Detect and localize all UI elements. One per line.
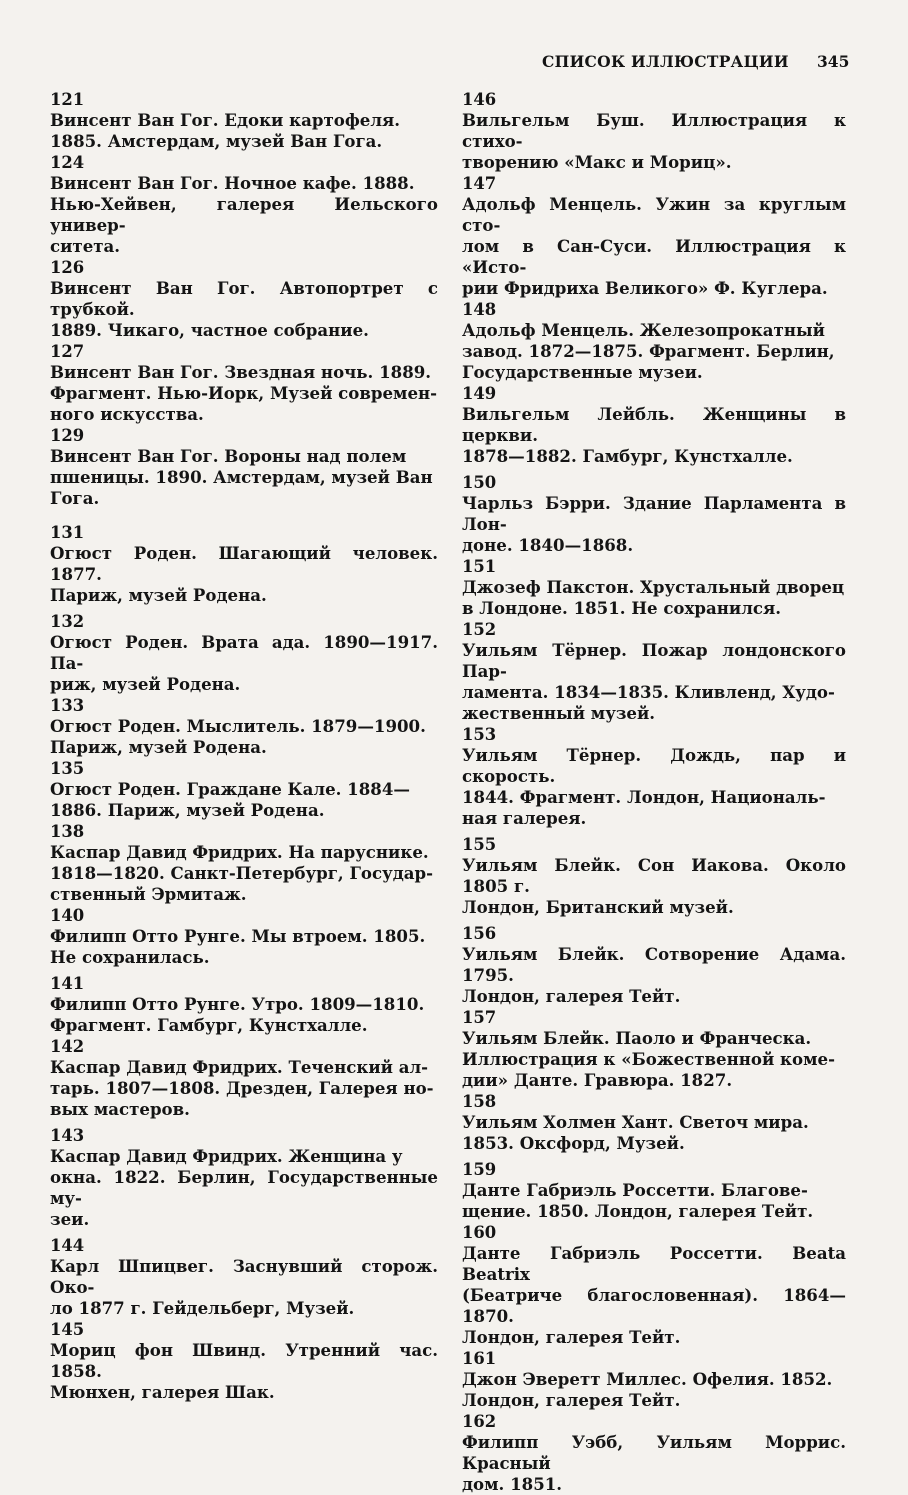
caption-line: Лондон, галерея Тейт. (462, 1390, 681, 1410)
caption-line: Филипп Отто Рунге. Утро. 1809—1810. (50, 994, 425, 1014)
caption-line: Огюст Роден. Мыслитель. 1879—1900. (50, 716, 426, 736)
illustration-number: 161 (462, 1349, 497, 1368)
illustration-number: 141 (50, 974, 85, 993)
caption-line: ного искусства. (50, 404, 204, 424)
illustration-entry (462, 556, 846, 619)
illustration-number: 146 (462, 90, 497, 109)
caption-line: дии» Данте. Гравюра. 1827. (462, 1070, 733, 1090)
caption-line: Не сохранилась. (50, 947, 210, 967)
caption-line: пшеницы. 1890. Амстердам, музей Ван (50, 467, 433, 487)
illustration-number: 162 (462, 1412, 497, 1431)
caption-line: Уильям Блейк. Сотворение Адама. 1795. (462, 944, 846, 985)
caption-line: Огюст Роден. Врата ада. 1890—1917. Па- (50, 632, 438, 673)
caption-line: риж, музей Родена. (50, 674, 241, 694)
illustration-number: 126 (50, 258, 85, 277)
caption-line: рии Фридриха Великого» Ф. Куглера. (462, 278, 828, 298)
caption-line: Париж, музей Родена. (50, 585, 267, 605)
illustration-entry (50, 1125, 438, 1230)
illustration-number: 129 (50, 426, 85, 445)
caption-line: дом. 1851. (462, 1474, 563, 1494)
illustration-number: 148 (462, 300, 497, 319)
caption-line: Чарльз Бэрри. Здание Парламента в Лон- (462, 493, 846, 534)
caption-line: Адольф Менцель. Железопрокатный (462, 320, 825, 340)
caption-line: завод. 1872—1875. Фрагмент. Берлин, (462, 341, 835, 361)
illustration-entry (462, 299, 846, 383)
illustration-entry (50, 152, 438, 257)
illustration-entry (50, 341, 438, 425)
page-number: 345 (817, 52, 850, 71)
caption-line: 1853. Оксфорд, Музей. (462, 1133, 685, 1153)
illustration-entry (50, 1235, 438, 1319)
left-column (50, 89, 438, 1403)
illustration-number: 135 (50, 759, 85, 778)
illustration-number: 131 (50, 523, 85, 542)
caption-line: Уильям Блейк. Паоло и Франческа. (462, 1028, 812, 1048)
caption-line: Уильям Холмен Хант. Светоч мира. (462, 1112, 809, 1132)
illustration-entry (50, 611, 438, 695)
illustration-number: 149 (462, 384, 497, 403)
caption-line: Данте Габриэль Россетти. Благове- (462, 1180, 808, 1200)
illustration-entry (462, 1222, 846, 1348)
illustration-entry (462, 383, 846, 467)
illustration-number: 142 (50, 1037, 85, 1056)
caption-line: зеи. (50, 1209, 90, 1229)
illustration-entry (462, 724, 846, 829)
caption-line: Винсент Ван Гог. Звездная ночь. 1889. (50, 362, 432, 382)
caption-line: ная галерея. (462, 808, 587, 828)
illustration-number: 140 (50, 906, 85, 925)
caption-line: Джозеф Пакстон. Хрустальный дворец (462, 577, 845, 597)
caption-line: Париж, музей Родена. (50, 737, 267, 757)
caption-line: Каспар Давид Фридрих. Женщина у (50, 1146, 403, 1166)
illustration-entry (50, 425, 438, 509)
caption-line: Гога. (50, 488, 100, 508)
caption-line: Вильгельм Лейбль. Женщины в церкви. (462, 404, 846, 445)
caption-line: доне. 1840—1868. (462, 535, 634, 555)
illustration-number: 158 (462, 1092, 497, 1111)
illustration-number: 150 (462, 473, 497, 492)
illustration-entry (50, 821, 438, 905)
right-column (462, 89, 846, 1495)
running-head: СПИСОК ИЛЛЮСТРАЦИИ (542, 52, 789, 71)
caption-line: Винсент Ван Гог. Едоки картофеля. (50, 110, 401, 130)
illustration-number: 155 (462, 835, 497, 854)
illustration-entry (50, 695, 438, 758)
caption-line: Каспар Давид Фридрих. На паруснике. (50, 842, 429, 862)
caption-line: Уильям Тёрнер. Пожар лондонского Пар- (462, 640, 846, 681)
illustration-entry (50, 905, 438, 968)
caption-line: 1886. Париж, музей Родена. (50, 800, 325, 820)
illustration-entry (50, 257, 438, 341)
illustration-entry (50, 1036, 438, 1120)
caption-line: Государственные музеи. (462, 362, 703, 382)
caption-line: Огюст Роден. Шагающий человек. 1877. (50, 543, 438, 584)
caption-line: Мориц фон Швинд. Утренний час. 1858. (50, 1340, 438, 1381)
illustration-entry (462, 1159, 846, 1222)
caption-line: Фрагмент. Нью-Иорк, Музей современ- (50, 383, 438, 403)
illustration-entry (462, 1411, 846, 1495)
illustration-entry (462, 472, 846, 556)
caption-line: ламента. 1834—1835. Кливленд, Худо- (462, 682, 835, 702)
illustration-number: 133 (50, 696, 85, 715)
caption-line: (Беатриче благословенная). 1864—1870. (462, 1285, 846, 1326)
caption-line: Винсент Ван Гог. Автопортрет с трубкой. (50, 278, 438, 319)
illustration-number: 153 (462, 725, 497, 744)
caption-line: тарь. 1807—1808. Дрезден, Галерея но- (50, 1078, 434, 1098)
illustration-number: 144 (50, 1236, 85, 1255)
caption-line: Уильям Тёрнер. Дождь, пар и скорость. (462, 745, 846, 786)
caption-line: Винсент Ван Гог. Ночное кафе. 1888. (50, 173, 415, 193)
caption-line: Нью-Хейвен, галерея Иельского универ- (50, 194, 438, 235)
caption-line: 1844. Фрагмент. Лондон, Националь- (462, 787, 826, 807)
caption-line: Джон Эверетт Миллес. Офелия. 1852. (462, 1369, 833, 1389)
caption-line: щение. 1850. Лондон, галерея Тейт. (462, 1201, 814, 1221)
illustration-number: 124 (50, 153, 85, 172)
caption-line: Вильгельм Буш. Иллюстрация к стихо- (462, 110, 846, 151)
caption-line: Винсент Ван Гог. Вороны над полем (50, 446, 407, 466)
caption-line: 1818—1820. Санкт-Петербург, Государ- (50, 863, 434, 883)
illustration-entry (462, 173, 846, 299)
caption-line: ственный Эрмитаж. (50, 884, 247, 904)
caption-line: Адольф Менцель. Ужин за круглым сто- (462, 194, 846, 235)
illustration-entry (462, 619, 846, 724)
illustration-entry (50, 89, 438, 152)
illustration-number: 159 (462, 1160, 497, 1179)
caption-line: 1885. Амстердам, музей Ван Гога. (50, 131, 383, 151)
caption-line: Лондон, галерея Тейт. (462, 1327, 681, 1347)
caption-line: Карл Шпицвег. Заснувший сторож. Око- (50, 1256, 438, 1297)
illustration-entry (462, 1091, 846, 1154)
illustration-number: 143 (50, 1126, 85, 1145)
caption-line: Каспар Давид Фридрих. Теченский ал- (50, 1057, 429, 1077)
illustration-entry (462, 834, 846, 918)
caption-line: Филипп Отто Рунге. Мы втроем. 1805. (50, 926, 426, 946)
caption-line: окна. 1822. Берлин, Государственные му- (50, 1167, 438, 1208)
caption-line: ситета. (50, 236, 121, 256)
caption-line: Мюнхен, галерея Шак. (50, 1382, 275, 1402)
illustration-number: 121 (50, 90, 85, 109)
caption-line: Иллюстрация к «Божественной коме- (462, 1049, 835, 1069)
illustration-number: 160 (462, 1223, 497, 1242)
caption-line: лом в Сан-Суси. Иллюстрация к «Исто- (462, 236, 846, 277)
caption-line: вых мастеров. (50, 1099, 190, 1119)
illustration-number: 145 (50, 1320, 85, 1339)
caption-line: творению «Макс и Мориц». (462, 152, 732, 172)
illustration-number: 147 (462, 174, 497, 193)
illustration-number: 151 (462, 557, 497, 576)
illustration-entry (462, 89, 846, 173)
illustration-entry (462, 1007, 846, 1091)
caption-line: Лондон, Британский музей. (462, 897, 734, 917)
illustration-entry (50, 758, 438, 821)
caption-line: Данте Габриэль Россетти. Beata Beatrix (462, 1243, 846, 1284)
caption-line: ло 1877 г. Гейдельберг, Музей. (50, 1298, 355, 1318)
caption-line: в Лондоне. 1851. Не сохранился. (462, 598, 782, 618)
illustration-number: 152 (462, 620, 497, 639)
illustration-number: 157 (462, 1008, 497, 1027)
caption-line: Фрагмент. Гамбург, Кунстхалле. (50, 1015, 368, 1035)
illustration-entry (50, 1319, 438, 1403)
caption-line: 1889. Чикаго, частное собрание. (50, 320, 369, 340)
caption-line: Лондон, галерея Тейт. (462, 986, 681, 1006)
caption-line: Уильям Блейк. Сон Иакова. Около 1805 г. (462, 855, 846, 896)
caption-line: 1878—1882. Гамбург, Кунстхалле. (462, 446, 793, 466)
illustration-entry (462, 923, 846, 1007)
illustration-number: 138 (50, 822, 85, 841)
illustration-entry (50, 973, 438, 1036)
illustration-entry (50, 522, 438, 606)
illustration-entry (462, 1348, 846, 1411)
illustration-number: 156 (462, 924, 497, 943)
caption-line: жественный музей. (462, 703, 656, 723)
illustration-number: 127 (50, 342, 85, 361)
caption-line: Огюст Роден. Граждане Кале. 1884— (50, 779, 410, 799)
caption-line: Филипп Уэбб, Уильям Моррис. Красный (462, 1432, 846, 1473)
illustration-number: 132 (50, 612, 85, 631)
